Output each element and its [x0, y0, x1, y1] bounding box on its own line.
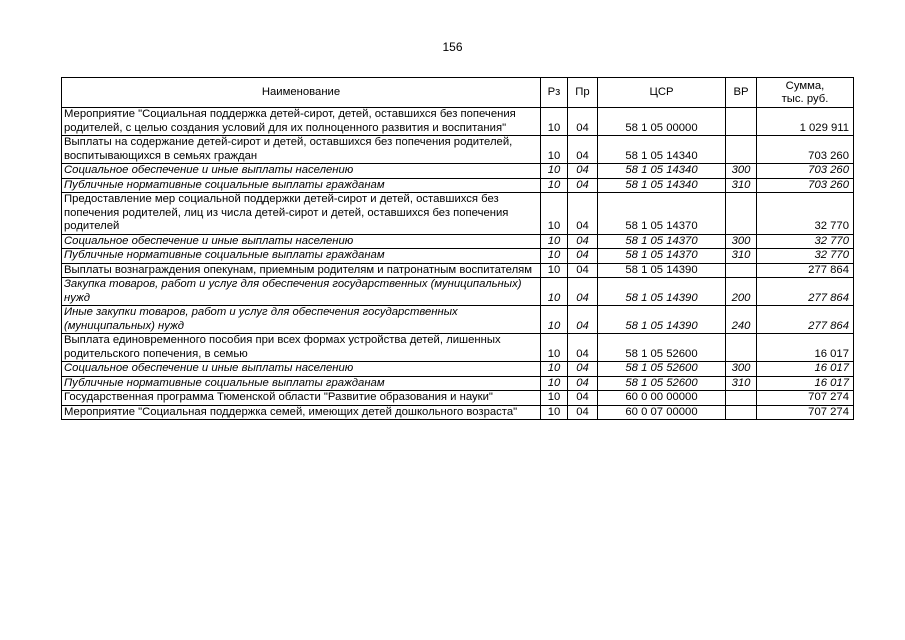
cell-pr: 04 [568, 234, 598, 249]
table-row [62, 178, 854, 193]
cell-csr: 58 1 05 52600 [598, 334, 726, 362]
table-row [62, 164, 854, 179]
cell-sum: 32 770 [757, 193, 854, 235]
cell-csr: 58 1 05 52600 [598, 376, 726, 391]
cell-csr: 60 0 00 00000 [598, 391, 726, 406]
cell-rz: 10 [541, 263, 568, 278]
cell-csr: 58 1 05 14390 [598, 306, 726, 334]
header-vr: ВР [726, 78, 757, 108]
cell-name: Социальное обеспечение и иные выплаты населению [62, 234, 541, 249]
cell-vr [726, 391, 757, 406]
cell-csr: 58 1 05 14370 [598, 234, 726, 249]
header-sum-line1: Сумма, [785, 79, 825, 92]
cell-rz: 10 [541, 362, 568, 377]
cell-sum: 703 260 [757, 136, 854, 164]
page-number: 156 [442, 40, 463, 54]
header-rz: Рз [541, 78, 568, 108]
cell-sum: 707 274 [757, 405, 854, 420]
cell-csr: 58 1 05 14390 [598, 263, 726, 278]
cell-name: Закупка товаров, работ и услуг для обеспечения государственных (муниципальных) нужд [62, 278, 541, 306]
cell-sum: 32 770 [757, 234, 854, 249]
cell-name: Предоставление мер социальной поддержки детей-сирот и детей, оставшихся без попечения родителей, лиц из числа детей-сирот и детей, оставшихся без попечения родителей [62, 193, 541, 235]
cell-rz: 10 [541, 178, 568, 193]
cell-name: Выплаты на содержание детей-сирот и детей, оставшихся без попечения родителей, воспитывающихся в семьях граждан [62, 136, 541, 164]
cell-sum: 32 770 [757, 249, 854, 264]
header-name: Наименование [62, 78, 541, 108]
cell-sum: 16 017 [757, 376, 854, 391]
cell-rz: 10 [541, 249, 568, 264]
cell-rz: 10 [541, 193, 568, 235]
cell-vr: 300 [726, 164, 757, 179]
cell-rz: 10 [541, 334, 568, 362]
cell-sum: 277 864 [757, 306, 854, 334]
cell-rz: 10 [541, 391, 568, 406]
table-row [62, 334, 854, 362]
cell-sum: 707 274 [757, 391, 854, 406]
cell-rz: 10 [541, 108, 568, 136]
cell-rz: 10 [541, 405, 568, 420]
cell-name: Социальное обеспечение и иные выплаты населению [62, 164, 541, 179]
cell-csr: 58 1 05 14340 [598, 164, 726, 179]
cell-sum: 16 017 [757, 362, 854, 377]
cell-pr: 04 [568, 193, 598, 235]
cell-sum: 1 029 911 [757, 108, 854, 136]
cell-name: Социальное обеспечение и иные выплаты населению [62, 362, 541, 377]
table-row [62, 249, 854, 264]
cell-vr [726, 108, 757, 136]
cell-pr: 04 [568, 249, 598, 264]
cell-csr: 58 1 05 14390 [598, 278, 726, 306]
cell-vr: 310 [726, 376, 757, 391]
table-row [62, 108, 854, 136]
cell-pr: 04 [568, 362, 598, 377]
cell-csr: 58 1 05 00000 [598, 108, 726, 136]
cell-pr: 04 [568, 108, 598, 136]
cell-pr: 04 [568, 178, 598, 193]
table-row [62, 193, 854, 235]
cell-vr [726, 405, 757, 420]
cell-pr: 04 [568, 391, 598, 406]
cell-pr: 04 [568, 164, 598, 179]
cell-name: Выплаты вознаграждения опекунам, приемным родителям и патронатным воспитателям [62, 263, 541, 278]
cell-csr: 58 1 05 14370 [598, 249, 726, 264]
cell-name: Выплата единовременного пособия при всех формах устройства детей, лишенных родительского попечения, в семью [62, 334, 541, 362]
cell-csr: 60 0 07 00000 [598, 405, 726, 420]
cell-rz: 10 [541, 234, 568, 249]
table-row [62, 278, 854, 306]
table-row [62, 234, 854, 249]
cell-pr: 04 [568, 405, 598, 420]
table-row [62, 136, 854, 164]
cell-name: Государственная программа Тюменской области "Развитие образования и науки" [62, 391, 541, 406]
cell-sum: 277 864 [757, 278, 854, 306]
cell-pr: 04 [568, 334, 598, 362]
cell-vr: 200 [726, 278, 757, 306]
cell-pr: 04 [568, 306, 598, 334]
cell-vr [726, 334, 757, 362]
table-body [62, 108, 854, 420]
cell-sum: 703 260 [757, 178, 854, 193]
cell-name: Публичные нормативные социальные выплаты гражданам [62, 249, 541, 264]
cell-csr: 58 1 05 52600 [598, 362, 726, 377]
table-row [62, 306, 854, 334]
cell-vr: 310 [726, 178, 757, 193]
cell-vr [726, 263, 757, 278]
cell-vr: 300 [726, 362, 757, 377]
cell-rz: 10 [541, 278, 568, 306]
table-row [62, 405, 854, 420]
cell-vr: 240 [726, 306, 757, 334]
cell-name: Иные закупки товаров, работ и услуг для обеспечения государственных (муниципальных) нужд [62, 306, 541, 334]
cell-vr [726, 136, 757, 164]
cell-name: Публичные нормативные социальные выплаты гражданам [62, 178, 541, 193]
header-sum [757, 78, 854, 108]
header-sum-line2: тыс. руб. [781, 92, 829, 105]
cell-sum: 703 260 [757, 164, 854, 179]
cell-vr: 300 [726, 234, 757, 249]
table-row [62, 263, 854, 278]
header-pr: Пр [568, 78, 598, 108]
cell-pr: 04 [568, 136, 598, 164]
cell-csr: 58 1 05 14340 [598, 136, 726, 164]
cell-vr: 310 [726, 249, 757, 264]
cell-sum: 277 864 [757, 263, 854, 278]
table-row [62, 376, 854, 391]
cell-name: Мероприятие "Социальная поддержка детей-сирот, детей, оставшихся без попечения родителей, с целью создания условий для их полноценного развития и воспитания" [62, 108, 541, 136]
cell-sum: 16 017 [757, 334, 854, 362]
cell-rz: 10 [541, 136, 568, 164]
header-csr: ЦСР [598, 78, 726, 108]
cell-pr: 04 [568, 376, 598, 391]
cell-pr: 04 [568, 263, 598, 278]
cell-csr: 58 1 05 14340 [598, 178, 726, 193]
cell-name: Публичные нормативные социальные выплаты гражданам [62, 376, 541, 391]
cell-rz: 10 [541, 164, 568, 179]
table-row [62, 362, 854, 377]
cell-name: Мероприятие "Социальная поддержка семей, имеющих детей дошкольного возраста" [62, 405, 541, 420]
cell-rz: 10 [541, 306, 568, 334]
cell-csr: 58 1 05 14370 [598, 193, 726, 235]
budget-table [61, 77, 854, 420]
table-row [62, 391, 854, 406]
table-header-row [62, 78, 854, 108]
cell-vr [726, 193, 757, 235]
cell-rz: 10 [541, 376, 568, 391]
cell-pr: 04 [568, 278, 598, 306]
